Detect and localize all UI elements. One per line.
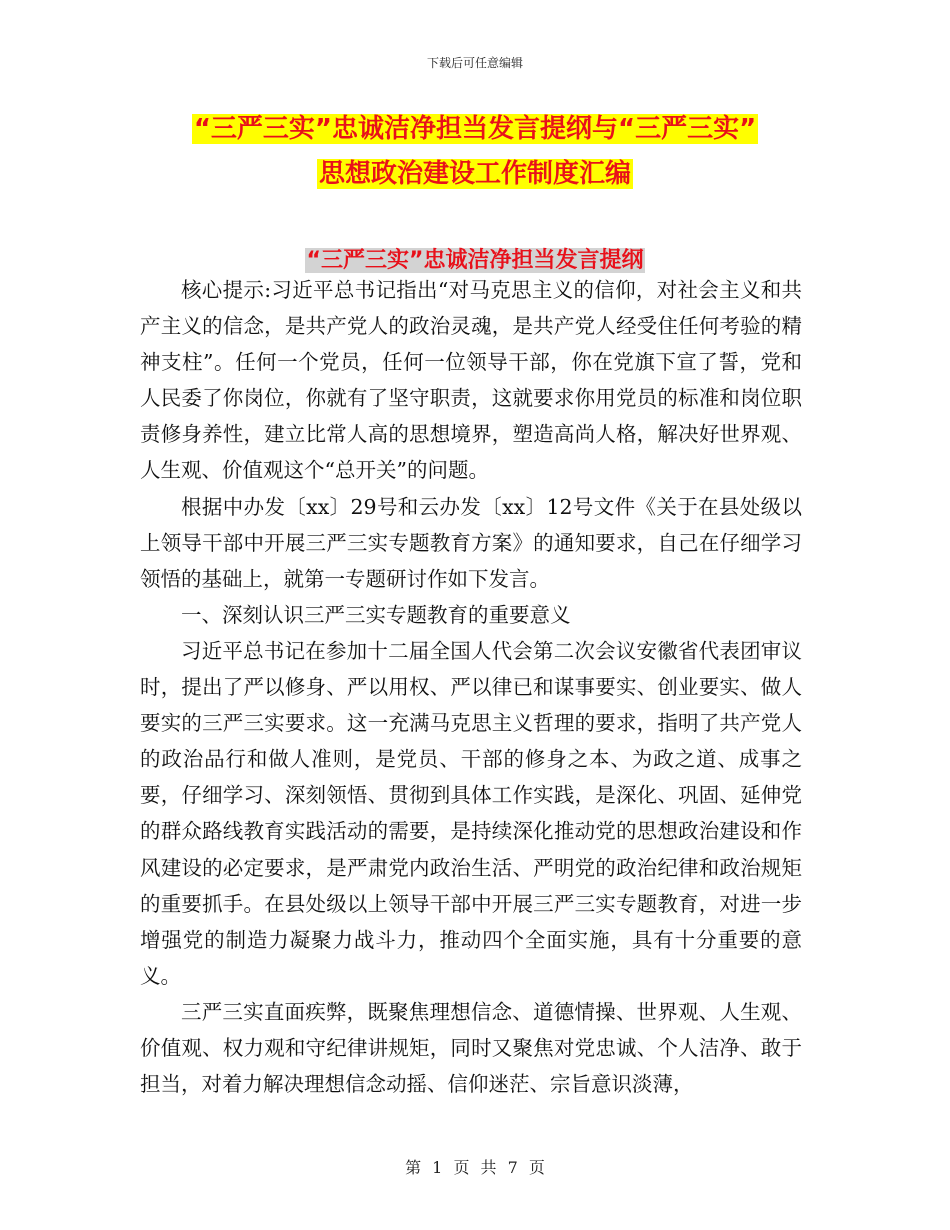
paragraph: 根据中办发〔xx〕29号和云办发〔xx〕12号文件《关于在县处级以上领导干部中开展三严三实专题教育方案》的通知要求，自己在仔细学习领悟的基础上，就第一专题研讨作如下发言。 [140, 494, 802, 591]
paragraph: 三严三实直面疾弊，既聚焦理想信念、道德情操、世界观、人生观、价值观、权力观和守纪律讲规矩，同时又聚焦对党忠诚、个人洁净、敢于担当，对着力解决理想信念动摇、信仰迷茫、宗旨意识淡薄， [140, 999, 802, 1097]
section-heading: 一、深刻认识三严三实专题教育的重要意义 [181, 602, 571, 627]
paragraph: 习近平总书记在参加十二届全国人代会第二次会议安徽省代表团审议时，提出了严以修身、严以用权、严以律已和谋事要实、创业要实、做人要实的三严三实要求。这一充满马克思主义哲理的要求，指明了共产党人的政治品行和做人准则，是党员、干部的修身之本、为政之道、成事之要，仔细学习、深刻领悟、贯彻到具体工作实践，是深化、巩固、延伸党的群众路线教育实践活动的需要，是持续深化推动党的思想政治建设和作风建设的必定要求，是严肃党内政治生活、严明党的政治纪律和政治规矩的重要抓手。在县处级以上领导干部中开展三严三实专题教育，对进一步增强党的制造力凝聚力战斗力，推动四个全面实施，具有十分重要的意义。 [140, 638, 802, 988]
paragraph: 核心提示:习近平总书记指出“对马克思主义的信仰，对社会主义和共产主义的信念，是共产党人的政治灵魂，是共产党人经受住任何考验的精神支柱”。任何一个党员，任何一位领导干部，你在党旗下宣了誓，党和人民委了你岗位，你就有了坚守职责，这就要求你用党员的标准和岗位职责修身养性，建立比常人高的思想境界，塑造高尚人格，解决好世界观、人生观、价值观这个“总开关”的问题。 [140, 278, 802, 483]
section-subtitle-text: “三严三实”忠诚洁净担当发言提纲 [306, 248, 644, 273]
page-number: 第 1 页 共 7 页 [405, 1158, 545, 1177]
document-title-line-1 [0, 110, 950, 148]
title-line-1-text: “三严三实”忠诚洁净担当发言提纲与“三严三实” [193, 114, 757, 144]
page-header-note: 下载后可任意编辑 [426, 56, 523, 70]
title-line-2-text: 思想政治建设工作制度汇编 [318, 159, 631, 189]
document-title-line-2 [0, 155, 950, 193]
document-body [140, 272, 802, 1102]
